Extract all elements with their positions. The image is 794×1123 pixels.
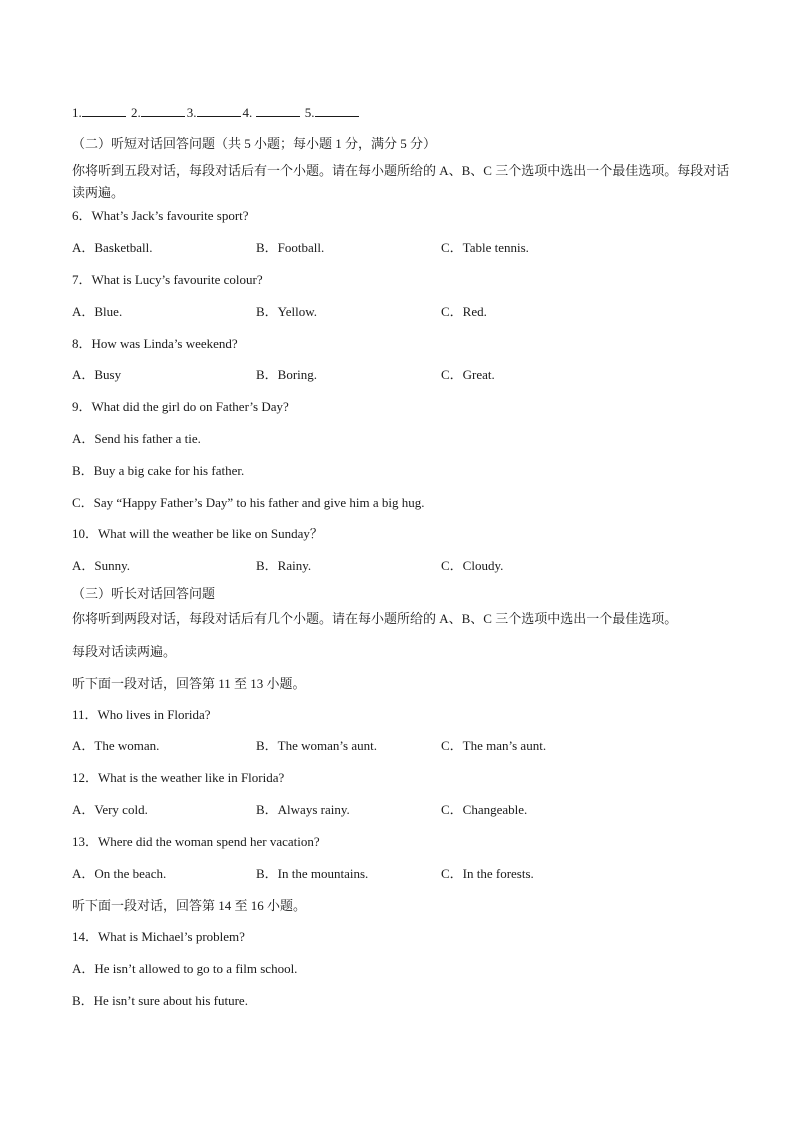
option-c[interactable]: C．Great. [441, 367, 495, 382]
option-c[interactable]: C．Cloudy. [441, 558, 504, 573]
question-stem: 12．What is the weather like in Florida? [72, 770, 285, 785]
question-stem: 10．What will the weather be like on Sunday？ [72, 526, 323, 541]
answer-blank[interactable] [256, 104, 300, 117]
option-a[interactable]: A．Busy [72, 367, 122, 382]
option-b[interactable]: B．He isn’t sure about his future. [72, 993, 248, 1008]
question-stem: 7．What is Lucy’s favourite colour? [72, 272, 263, 287]
option-a[interactable]: A．The woman. [72, 738, 160, 753]
option-b[interactable]: B．Rainy. [256, 558, 312, 573]
answer-number: 4. [242, 105, 253, 120]
dialog-intro: 听下面一段对话，回答第 11 至 13 小题。 [72, 676, 306, 691]
option-a[interactable]: A．Send his father a tie. [72, 431, 201, 446]
option-b[interactable]: B．Yellow. [256, 304, 318, 319]
answer-number: 5. [304, 105, 315, 120]
option-a[interactable]: A．Very cold. [72, 802, 148, 817]
option-a[interactable]: A．On the beach. [72, 866, 167, 881]
question-stem: 14．What is Michael’s problem? [72, 929, 245, 944]
answer-row [72, 104, 361, 121]
section2-instruction: 你将听到五段对话，每段对话后有一个小题。请在每小题所给的 A、B、C 三个选项中选出一个最佳选项。每段对话读两遍。 [72, 163, 730, 200]
answer-blank[interactable] [315, 104, 359, 117]
option-a[interactable]: A．Sunny. [72, 558, 131, 573]
question-stem: 11．Who lives in Florida? [72, 707, 211, 722]
option-b[interactable]: B．Always rainy. [256, 802, 350, 817]
answer-blank[interactable] [141, 104, 185, 117]
section3-instruction: 你将听到两段对话，每段对话后有几个小题。请在每小题所给的 A、B、C 三个选项中选出一个最佳选项。 [72, 611, 678, 626]
question-stem: 8．How was Linda’s weekend? [72, 336, 238, 351]
option-c[interactable]: C．Table tennis. [441, 240, 529, 255]
option-a[interactable]: A．Basketball. [72, 240, 153, 255]
option-a[interactable]: A．Blue. [72, 304, 123, 319]
question-stem: 6．What’s Jack’s favourite sport? [72, 208, 249, 223]
section3-heading: （三）听长对话回答问题 [72, 586, 216, 601]
option-b[interactable]: B．Buy a big cake for his father. [72, 463, 245, 478]
option-c[interactable]: C．Say “Happy Father’s Day” to his father and give him a big hug. [72, 495, 425, 510]
answer-blank[interactable] [82, 104, 126, 117]
answer-blank[interactable] [197, 104, 241, 117]
answer-number: 2. [131, 105, 141, 120]
option-c[interactable]: C．The man’s aunt. [441, 738, 547, 753]
answer-number: 3. [186, 105, 197, 120]
question-stem: 9．What did the girl do on Father’s Day? [72, 399, 289, 414]
option-b[interactable]: B．Football. [256, 240, 325, 255]
option-b[interactable]: B．The woman’s aunt. [256, 738, 377, 753]
option-c[interactable]: C．Red. [441, 304, 487, 319]
option-a[interactable]: A．He isn’t allowed to go to a film school. [72, 961, 298, 976]
answer-number: 1. [72, 105, 82, 120]
dialog-intro: 听下面一段对话，回答第 14 至 16 小题。 [72, 898, 307, 913]
question-stem: 13．Where did the woman spend her vacation? [72, 834, 320, 849]
section3-instruction-2: 每段对话读两遍。 [72, 644, 177, 659]
option-b[interactable]: B．In the mountains. [256, 866, 369, 881]
option-b[interactable]: B．Boring. [256, 367, 318, 382]
option-c[interactable]: C．Changeable. [441, 802, 528, 817]
section2-heading: （二）听短对话回答问题（共 5 小题；每小题 1 分，满分 5 分） [72, 136, 437, 151]
option-c[interactable]: C．In the forests. [441, 866, 534, 881]
